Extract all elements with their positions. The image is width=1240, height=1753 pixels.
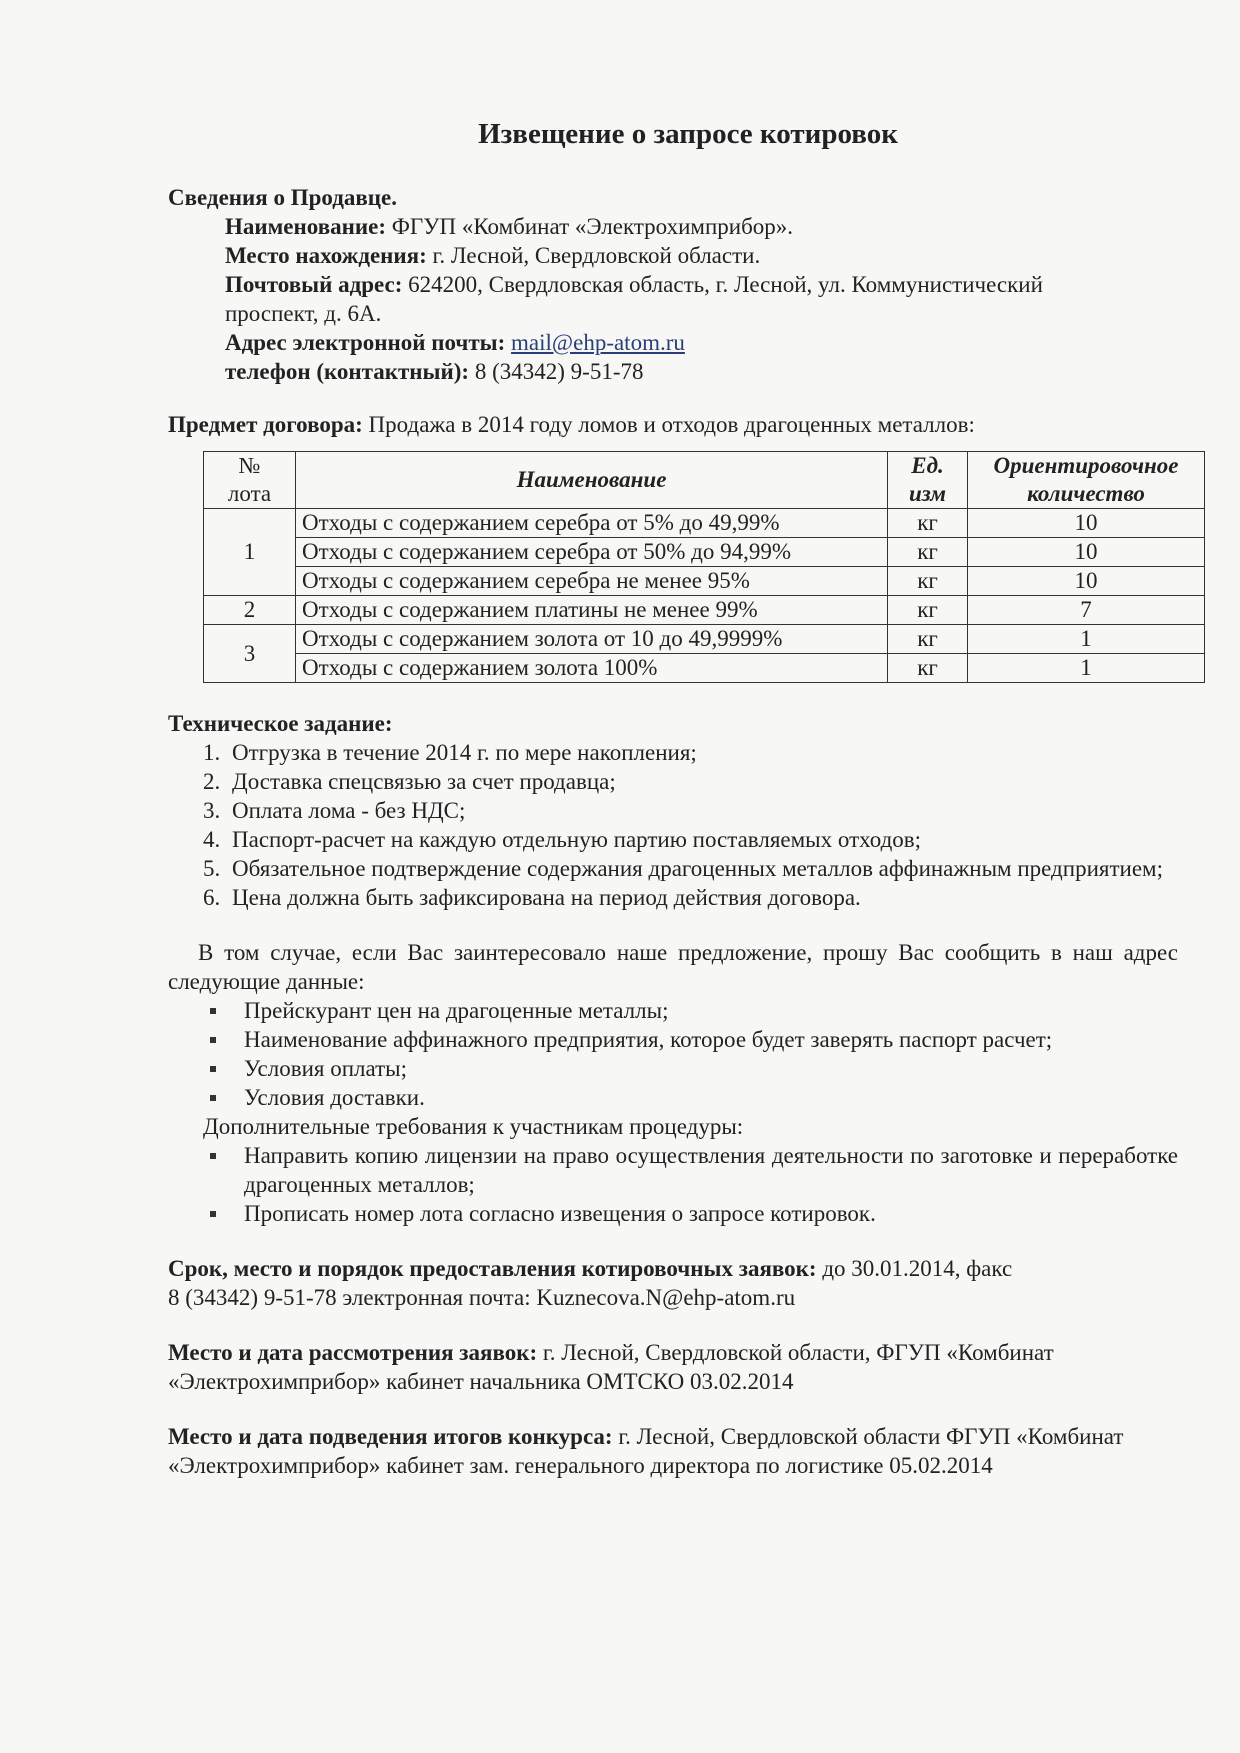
request-section bbox=[168, 938, 1178, 1228]
subject-value: Продажа в 2014 году ломов и отходов драгоценных металлов: bbox=[362, 412, 975, 437]
results-value: г. Лесной, Свердловской области ФГУП «Комбинат «Электрохимприбор» кабинет зам. генерального директора по логистике 05.02.2014 bbox=[168, 1424, 1124, 1478]
unit-cell: кг bbox=[888, 509, 968, 538]
name-header: Наименование bbox=[296, 452, 888, 509]
review-section bbox=[168, 1338, 1178, 1396]
seller-heading: Сведения о Продавце. bbox=[168, 185, 398, 210]
seller-name bbox=[168, 212, 1178, 241]
seller-section bbox=[168, 183, 1178, 386]
item-name-cell: Отходы с содержанием серебра не менее 95% bbox=[296, 567, 888, 596]
seller-postal-label: Почтовый адрес: bbox=[225, 272, 403, 297]
item-name-cell: Отходы с содержанием платины не менее 99% bbox=[296, 596, 888, 625]
seller-email-link[interactable]: mail@ehp-atom.ru bbox=[511, 330, 685, 355]
seller-email bbox=[168, 328, 1178, 357]
lots-table-body bbox=[204, 509, 1205, 683]
results-section bbox=[168, 1422, 1178, 1480]
list-item: Условия оплаты; bbox=[238, 1054, 1178, 1083]
lot-number-cell: 1 bbox=[204, 509, 296, 596]
table-row bbox=[204, 509, 1205, 538]
seller-email-label: Адрес электронной почты: bbox=[225, 330, 506, 355]
item-name-cell: Отходы с содержанием золота 100% bbox=[296, 654, 888, 683]
seller-location-label: Место нахождения: bbox=[225, 243, 427, 268]
deadline-label: Срок, место и порядок предоставления котировочных заявок: bbox=[168, 1256, 817, 1281]
table-header-row bbox=[204, 452, 1205, 509]
qty-header: Ориентировочное количество bbox=[968, 452, 1205, 509]
request-list bbox=[168, 996, 1178, 1112]
list-item: 1. Отгрузка в течение 2014 г. по мере накопления; bbox=[226, 738, 1178, 767]
document-content bbox=[168, 120, 1178, 1480]
document-title: Извещение о запросе котировок bbox=[478, 118, 898, 150]
seller-postal bbox=[168, 270, 1178, 299]
table-row bbox=[204, 538, 1205, 567]
list-item: 5. Обязательное подтверждение содержания драгоценных металлов аффинажным предприятием; bbox=[226, 854, 1178, 883]
tech-section bbox=[168, 709, 1178, 912]
seller-phone-value: 8 (34342) 9-51-78 bbox=[469, 359, 644, 384]
unit-cell: кг bbox=[888, 538, 968, 567]
list-item: Наименование аффинажного предприятия, которое будет заверять паспорт расчет; bbox=[238, 1025, 1178, 1054]
seller-location bbox=[168, 241, 1178, 270]
list-item: Условия доставки. bbox=[238, 1083, 1178, 1112]
seller-phone-label: телефон (контактный): bbox=[225, 359, 470, 384]
list-item: 6. Цена должна быть зафиксирована на период действия договора. bbox=[226, 883, 1178, 912]
subject-section bbox=[168, 410, 1178, 439]
quantity-cell: 10 bbox=[968, 538, 1205, 567]
list-item: Прописать номер лота согласно извещения о запросе котировок. bbox=[238, 1199, 1178, 1228]
tech-list bbox=[168, 738, 1178, 912]
deadline-section bbox=[168, 1254, 1178, 1312]
review-label: Место и дата рассмотрения заявок: bbox=[168, 1340, 538, 1365]
subject-label: Предмет договора: bbox=[168, 412, 363, 437]
unit-cell: кг bbox=[888, 567, 968, 596]
lot-header: № лота bbox=[204, 452, 296, 509]
quantity-cell: 1 bbox=[968, 654, 1205, 683]
item-name-cell: Отходы с содержанием серебра от 50% до 94,99% bbox=[296, 538, 888, 567]
lot-number-cell: 3 bbox=[204, 625, 296, 683]
tech-heading: Техническое задание: bbox=[168, 711, 393, 736]
lots-table bbox=[203, 451, 1205, 683]
list-item: 3. Оплата лома - без НДС; bbox=[226, 796, 1178, 825]
seller-postal-line-2: проспект, д. 6А. bbox=[225, 301, 382, 326]
seller-location-value: г. Лесной, Свердловской области. bbox=[426, 243, 761, 268]
unit-cell: кг bbox=[888, 654, 968, 683]
seller-name-value: ФГУП «Комбинат «Электрохимприбор». bbox=[386, 214, 794, 239]
deadline-value: до 30.01.2014, факс bbox=[816, 1256, 1013, 1281]
seller-phone bbox=[168, 357, 1178, 386]
item-name-cell: Отходы с содержанием золота от 10 до 49,9999% bbox=[296, 625, 888, 654]
table-row bbox=[204, 654, 1205, 683]
quantity-cell: 7 bbox=[968, 596, 1205, 625]
lot-number-cell: 2 bbox=[204, 596, 296, 625]
unit-cell: кг bbox=[888, 625, 968, 654]
table-row bbox=[204, 625, 1205, 654]
list-item: 4. Паспорт-расчет на каждую отдельную партию поставляемых отходов; bbox=[226, 825, 1178, 854]
request-intro: В том случае, если Вас заинтересовало наше предложение, прошу Вас сообщить в наш адрес следующие данные: bbox=[168, 940, 1178, 994]
quantity-cell: 10 bbox=[968, 567, 1205, 596]
table-row bbox=[204, 596, 1205, 625]
additional-list bbox=[168, 1141, 1178, 1228]
seller-postal-value: 624200, Свердловская область, г. Лесной, ул. Коммунистический bbox=[402, 272, 1043, 297]
unit-header: Ед. изм bbox=[888, 452, 968, 509]
seller-name-label: Наименование: bbox=[225, 214, 386, 239]
table-row bbox=[204, 567, 1205, 596]
list-item: Направить копию лицензии на право осуществления деятельности по заготовке и переработке драгоценных металлов; bbox=[238, 1141, 1178, 1199]
review-value: г. Лесной, Свердловской области, ФГУП «Комбинат «Электрохимприбор» кабинет начальника ОМТСКО 03.02.2014 bbox=[168, 1340, 1054, 1394]
quantity-cell: 1 bbox=[968, 625, 1205, 654]
deadline-value-2: 8 (34342) 9-51-78 электронная почта: Kuznecova.N@ehp-atom.ru bbox=[168, 1285, 796, 1310]
item-name-cell: Отходы с содержанием серебра от 5% до 49,99% bbox=[296, 509, 888, 538]
list-item: 2. Доставка спецсвязью за счет продавца; bbox=[226, 767, 1178, 796]
quantity-cell: 10 bbox=[968, 509, 1205, 538]
unit-cell: кг bbox=[888, 596, 968, 625]
additional-heading: Дополнительные требования к участникам процедуры: bbox=[203, 1114, 744, 1139]
list-item: Прейскурант цен на драгоценные металлы; bbox=[238, 996, 1178, 1025]
results-label: Место и дата подведения итогов конкурса: bbox=[168, 1424, 613, 1449]
